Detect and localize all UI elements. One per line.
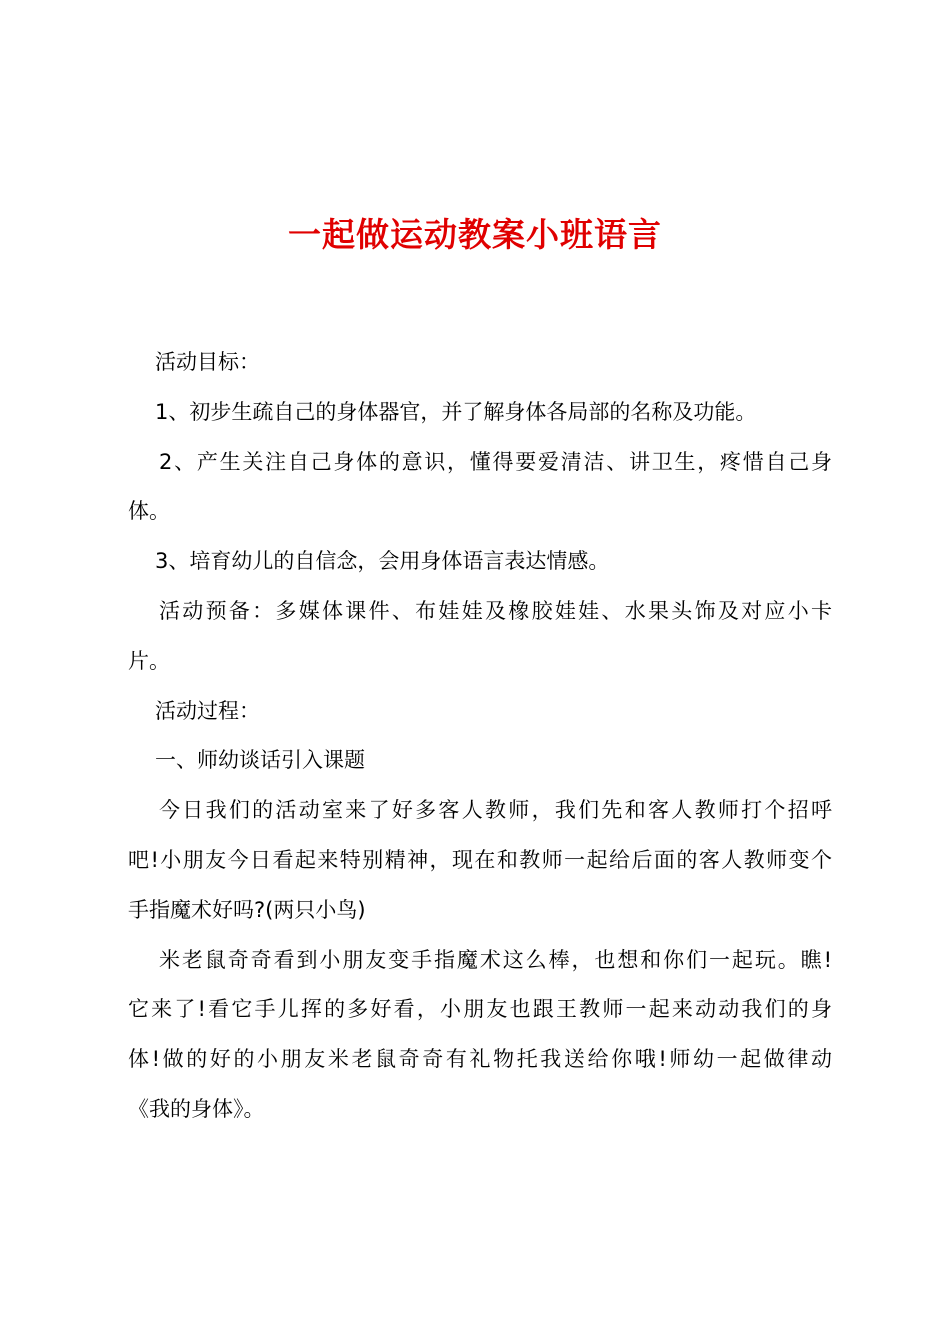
- paragraph-1-line-2: 吧!小朋友今日看起来特别精神，现在和教师一起给后面的客人教师变个: [128, 847, 832, 872]
- paragraph-2-line-4: 《我的身体》。: [128, 1096, 265, 1121]
- heading-objectives: 活动目标：: [155, 350, 260, 374]
- preparation-line-1: 活动预备：多媒体课件、布娃娃及橡胶娃娃、水果头饰及对应小卡: [159, 598, 832, 623]
- paragraph-1-line-3: 手指魔术好吗?(两只小鸟): [128, 897, 366, 922]
- section-1-heading: 一、师幼谈话引入课题: [155, 748, 365, 773]
- objective-2-line-1: 2、产生关注自己身体的意识，懂得要爱清洁、讲卫生，疼惜自己身: [159, 449, 832, 474]
- document-body: [128, 338, 832, 1135]
- objective-3: 3、培育幼儿的自信念，会用身体语言表达情感。: [155, 549, 610, 574]
- paragraph-2-line-1: 米老鼠奇奇看到小朋友变手指魔术这么棒，也想和你们一起玩。瞧!: [159, 947, 832, 972]
- objective-1: 1、初步生疏自己的身体器官，并了解身体各局部的名称及功能。: [155, 399, 757, 424]
- heading-process: 活动过程：: [155, 698, 260, 723]
- preparation-line-2: 片。: [128, 648, 170, 673]
- paragraph-1-line-1: 今日我们的活动室来了好多客人教师，我们先和客人教师打个招呼: [159, 798, 832, 823]
- objective-2-line-2: 体。: [128, 499, 170, 524]
- paragraph-2-line-3: 体!做的好的小朋友米老鼠奇奇有礼物托我送给你哦!师幼一起做律动: [128, 1047, 832, 1072]
- document-title: 一起做运动教案小班语言: [288, 215, 662, 254]
- paragraph-2-line-2: 它来了!看它手儿挥的多好看，小朋友也跟王教师一起来动动我们的身: [128, 997, 832, 1022]
